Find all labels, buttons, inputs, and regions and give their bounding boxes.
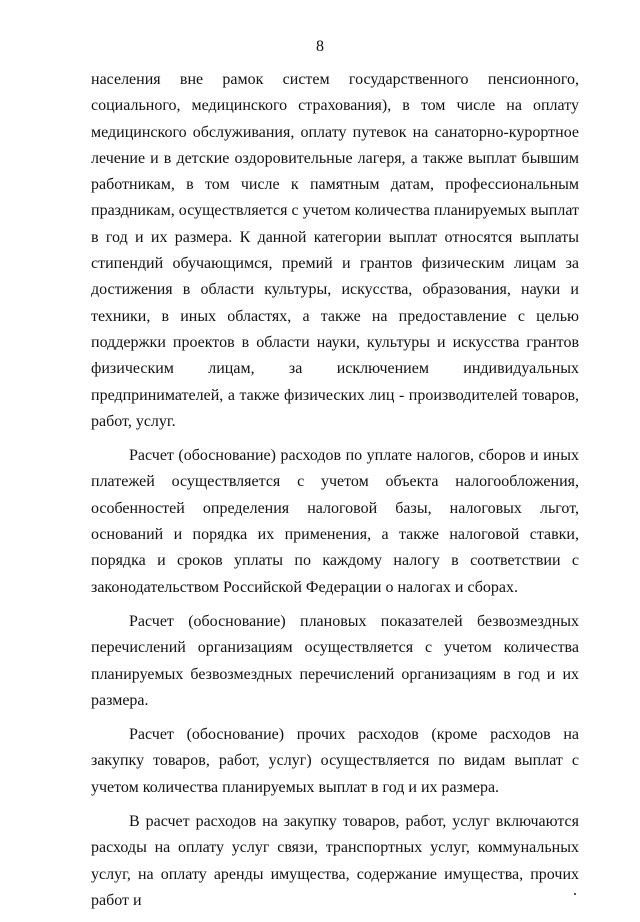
paragraph-procurement: В расчет расходов на закупку товаров, работ, услуг включаются расходы на оплату услуг связи, транспортных услуг, коммунальных услуг, на оплату аренды имущества, содержание имущества, прочих работ и [91, 813, 579, 909]
paragraph-taxes: Расчет (обоснование) расходов по уплате налогов, сборов и иных платежей осуществляется с учетом объекта налогообложения, особенностей определения налоговой базы, налоговых льгот, оснований и порядка их применения, а также налоговой ставки, порядка и сроков уплаты по каждому налогу в соответствии с законодательством Российской Федерации о налогах и сборах. [91, 447, 579, 596]
page-number: 8 [316, 38, 324, 55]
paragraph-other-expenses: Расчет (обоснование) прочих расходов (кроме расходов на закупку товаров, работ, услуг) осуществляется по видам выплат с учетом количества планируемых выплат в год и их размера. [91, 726, 579, 796]
scan-speck [574, 893, 576, 895]
paragraph-continuation: населения вне рамок систем государственного пенсионного, социального, медицинского страхования), в том числе на оплату медицинского обслуживания, оплату путевок на санаторно-курортное лечение и в детские оздоровительные лагеря, а также выплат бывшим работникам, в том числе к памятным датам, профессиональным праздникам, осуществляется с учетом количества планируемых выплат в год и их размера. К данной категории выплат относятся выплаты стипендий обучающимся, премий и грантов физическим лицам за достижения в области культуры, искусства, образования, науки и техники, в иных областях, а также на предоставление с целью поддержки проектов в области науки, культуры и искусства грантов физическим лицам, за исключением индивидуальных предпринимателей, а также физических лиц - производителей товаров, работ, услуг. [91, 71, 579, 430]
document-body [91, 67, 579, 922]
paragraph-transfers: Расчет (обоснование) плановых показателей безвозмездных перечислений организациям осуществляется с учетом количества планируемых безвозмездных перечислений организациям в год и их размера. [91, 612, 579, 709]
